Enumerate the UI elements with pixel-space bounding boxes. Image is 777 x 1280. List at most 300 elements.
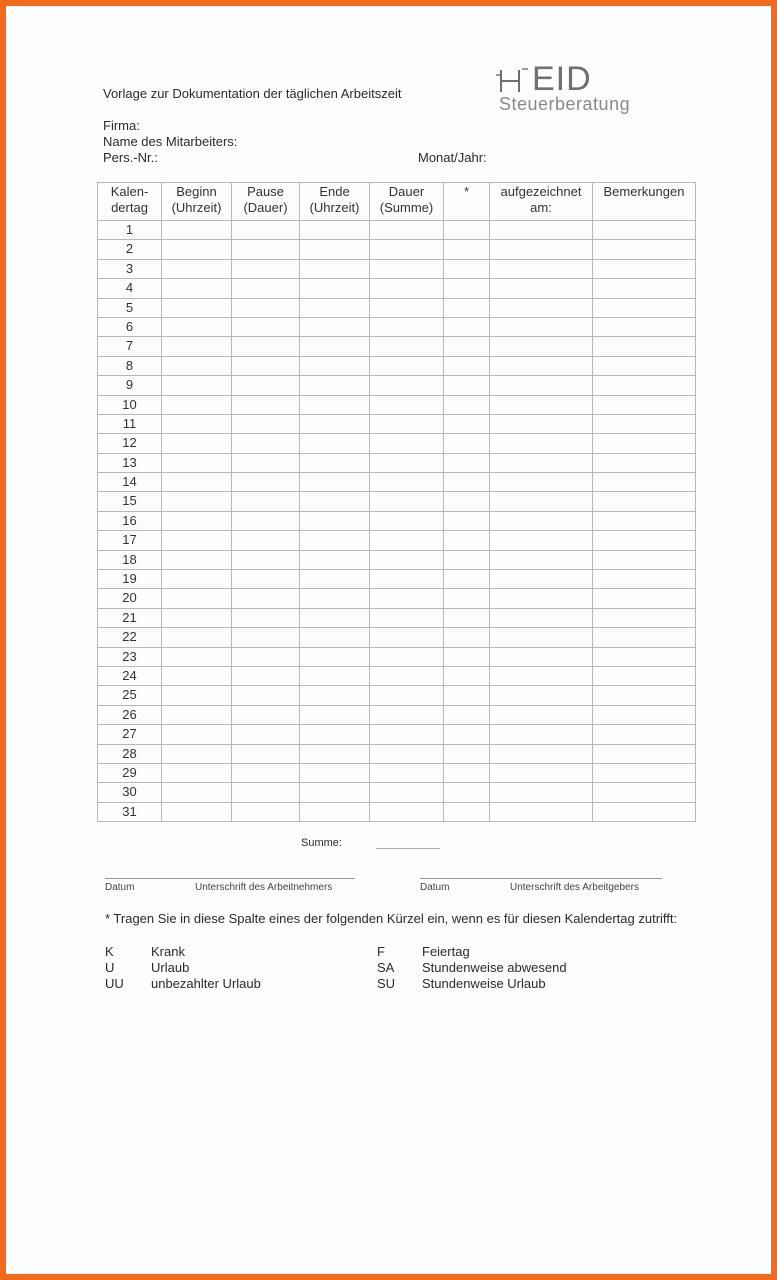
entry-cell[interactable]	[444, 783, 490, 802]
entry-cell[interactable]	[490, 802, 593, 821]
entry-cell[interactable]	[444, 589, 490, 608]
entry-cell[interactable]	[162, 550, 232, 569]
entry-cell[interactable]	[300, 337, 370, 356]
table-row	[98, 686, 696, 705]
entry-cell[interactable]	[162, 356, 232, 375]
entry-cell[interactable]	[162, 434, 232, 453]
entry-cell[interactable]	[300, 763, 370, 782]
entry-cell[interactable]	[370, 725, 444, 744]
entry-cell[interactable]	[232, 356, 300, 375]
column-header: Bemerkungen	[593, 183, 696, 221]
entry-cell[interactable]	[162, 763, 232, 782]
entry-cell[interactable]	[593, 550, 696, 569]
entry-cell[interactable]	[232, 608, 300, 627]
table-row	[98, 647, 696, 666]
entry-cell[interactable]	[370, 628, 444, 647]
entry-cell[interactable]	[232, 570, 300, 589]
entry-cell[interactable]	[370, 492, 444, 511]
table-row	[98, 337, 696, 356]
entry-cell[interactable]	[162, 337, 232, 356]
entry-cell[interactable]	[370, 511, 444, 530]
entry-cell[interactable]	[593, 395, 696, 414]
entry-cell[interactable]	[444, 259, 490, 278]
table-row	[98, 279, 696, 298]
entry-cell[interactable]	[370, 608, 444, 627]
entry-cell[interactable]	[300, 589, 370, 608]
entry-cell[interactable]	[300, 550, 370, 569]
entry-cell[interactable]	[490, 298, 593, 317]
entry-cell[interactable]	[232, 744, 300, 763]
entry-cell[interactable]	[232, 725, 300, 744]
entry-cell[interactable]	[300, 608, 370, 627]
entry-cell[interactable]	[444, 473, 490, 492]
entry-cell[interactable]	[593, 783, 696, 802]
entry-cell[interactable]	[300, 647, 370, 666]
entry-cell[interactable]	[444, 511, 490, 530]
entry-cell[interactable]	[232, 705, 300, 724]
entry-cell[interactable]	[444, 725, 490, 744]
entry-cell[interactable]	[300, 725, 370, 744]
entry-cell[interactable]	[444, 531, 490, 550]
day-cell: 17	[98, 531, 162, 550]
table-body	[98, 221, 696, 822]
entry-cell[interactable]	[162, 492, 232, 511]
table-row	[98, 608, 696, 627]
entry-cell[interactable]	[162, 221, 232, 240]
entry-cell[interactable]	[232, 783, 300, 802]
table-row	[98, 589, 696, 608]
entry-cell[interactable]	[490, 725, 593, 744]
day-cell: 5	[98, 298, 162, 317]
entry-cell[interactable]	[593, 473, 696, 492]
footnote: * Tragen Sie in diese Spalte eines der folgenden Kürzel ein, wenn es für diesen Kalendertag zutrifft:	[105, 911, 678, 926]
table-row	[98, 628, 696, 647]
table-row	[98, 356, 696, 375]
entry-cell[interactable]	[162, 259, 232, 278]
entry-cell[interactable]	[593, 608, 696, 627]
entry-cell[interactable]	[370, 705, 444, 724]
entry-cell[interactable]	[232, 763, 300, 782]
entry-cell[interactable]	[490, 240, 593, 259]
entry-cell[interactable]	[593, 376, 696, 395]
entry-cell[interactable]	[162, 279, 232, 298]
entry-cell[interactable]	[490, 511, 593, 530]
entry-cell[interactable]	[593, 221, 696, 240]
entry-cell[interactable]	[232, 221, 300, 240]
entry-cell[interactable]	[370, 550, 444, 569]
day-cell: 12	[98, 434, 162, 453]
entry-cell[interactable]	[593, 725, 696, 744]
entry-cell[interactable]	[300, 298, 370, 317]
day-cell: 13	[98, 453, 162, 472]
entry-cell[interactable]	[300, 570, 370, 589]
entry-cell[interactable]	[444, 376, 490, 395]
table-row	[98, 666, 696, 685]
entry-cell[interactable]	[162, 783, 232, 802]
entry-cell[interactable]	[300, 279, 370, 298]
entry-cell[interactable]	[232, 666, 300, 685]
entry-cell[interactable]	[370, 763, 444, 782]
entry-cell[interactable]	[370, 240, 444, 259]
entry-cell[interactable]	[593, 414, 696, 433]
entry-cell[interactable]	[232, 376, 300, 395]
entry-cell[interactable]	[490, 570, 593, 589]
entry-cell[interactable]	[444, 647, 490, 666]
entry-cell[interactable]	[162, 414, 232, 433]
entry-cell[interactable]	[593, 666, 696, 685]
table-row	[98, 511, 696, 530]
entry-cell[interactable]	[444, 763, 490, 782]
entry-cell[interactable]	[162, 647, 232, 666]
entry-cell[interactable]	[300, 240, 370, 259]
arbeitgeber-label: Unterschrift des Arbeitgebers	[510, 882, 639, 893]
entry-cell[interactable]	[162, 725, 232, 744]
entry-cell[interactable]	[162, 473, 232, 492]
day-cell: 15	[98, 492, 162, 511]
entry-cell[interactable]	[444, 550, 490, 569]
entry-cell[interactable]	[300, 802, 370, 821]
entry-cell[interactable]	[490, 783, 593, 802]
entry-cell[interactable]	[593, 570, 696, 589]
entry-cell[interactable]	[162, 453, 232, 472]
entry-cell[interactable]	[444, 492, 490, 511]
day-cell: 24	[98, 666, 162, 685]
entry-cell[interactable]	[370, 647, 444, 666]
entry-cell[interactable]	[444, 802, 490, 821]
entry-cell[interactable]	[593, 531, 696, 550]
entry-cell[interactable]	[300, 744, 370, 763]
entry-cell[interactable]	[593, 705, 696, 724]
entry-cell[interactable]	[370, 259, 444, 278]
entry-cell[interactable]	[593, 802, 696, 821]
entry-cell[interactable]	[490, 492, 593, 511]
entry-cell[interactable]	[232, 550, 300, 569]
entry-cell[interactable]	[370, 531, 444, 550]
entry-cell[interactable]	[370, 356, 444, 375]
column-header: Beginn (Uhrzeit)	[162, 183, 232, 221]
code-label2: Stundenweise Urlaub	[422, 976, 546, 991]
entry-cell[interactable]	[370, 395, 444, 414]
entry-cell[interactable]	[593, 628, 696, 647]
entry-cell[interactable]	[444, 395, 490, 414]
entry-cell[interactable]	[300, 666, 370, 685]
entry-cell[interactable]	[444, 298, 490, 317]
entry-cell[interactable]	[162, 608, 232, 627]
entry-cell[interactable]	[162, 511, 232, 530]
column-header: Pause (Dauer)	[232, 183, 300, 221]
entry-cell[interactable]	[300, 395, 370, 414]
entry-cell[interactable]	[232, 531, 300, 550]
entry-cell[interactable]	[444, 317, 490, 336]
entry-cell[interactable]	[370, 414, 444, 433]
entry-cell[interactable]	[300, 628, 370, 647]
entry-cell[interactable]	[593, 317, 696, 336]
entry-cell[interactable]	[300, 356, 370, 375]
entry-cell[interactable]	[444, 628, 490, 647]
table-row	[98, 259, 696, 278]
column-header: Kalen- dertag	[98, 183, 162, 221]
entry-cell[interactable]	[490, 279, 593, 298]
entry-cell[interactable]	[490, 337, 593, 356]
entry-cell[interactable]	[300, 414, 370, 433]
entry-cell[interactable]	[162, 317, 232, 336]
time-table	[97, 182, 696, 822]
entry-cell[interactable]	[300, 473, 370, 492]
code-code2: F	[377, 944, 385, 959]
entry-cell[interactable]	[232, 395, 300, 414]
logo-subtitle: Steuerberatung	[499, 94, 631, 114]
entry-cell[interactable]	[162, 686, 232, 705]
table-row	[98, 725, 696, 744]
table-row	[98, 763, 696, 782]
entry-cell[interactable]	[490, 356, 593, 375]
entry-cell[interactable]	[300, 259, 370, 278]
logo-h-icon	[496, 66, 532, 94]
entry-cell[interactable]	[232, 453, 300, 472]
entry-cell[interactable]	[444, 434, 490, 453]
entry-cell[interactable]	[593, 337, 696, 356]
entry-cell[interactable]	[300, 376, 370, 395]
day-cell: 4	[98, 279, 162, 298]
entry-cell[interactable]	[444, 414, 490, 433]
document-page	[6, 6, 771, 1274]
entry-cell[interactable]	[593, 453, 696, 472]
entry-cell[interactable]	[490, 763, 593, 782]
entry-cell[interactable]	[300, 705, 370, 724]
code-code: UU	[105, 976, 124, 991]
entry-cell[interactable]	[232, 647, 300, 666]
entry-cell[interactable]	[232, 473, 300, 492]
entry-cell[interactable]	[232, 589, 300, 608]
entry-cell[interactable]	[593, 434, 696, 453]
datum-left: Datum	[105, 882, 135, 893]
entry-cell[interactable]	[444, 240, 490, 259]
entry-cell[interactable]	[444, 666, 490, 685]
table-row	[98, 473, 696, 492]
summe-label: Summe:	[301, 837, 342, 849]
table-row	[98, 298, 696, 317]
table-row	[98, 705, 696, 724]
entry-cell[interactable]	[593, 763, 696, 782]
entry-cell[interactable]	[370, 783, 444, 802]
entry-cell[interactable]	[162, 531, 232, 550]
entry-cell[interactable]	[232, 511, 300, 530]
code-code2: SU	[377, 976, 396, 991]
day-cell: 9	[98, 376, 162, 395]
table-row	[98, 376, 696, 395]
table-header-row	[98, 183, 696, 221]
table-row	[98, 434, 696, 453]
entry-cell[interactable]	[593, 240, 696, 259]
column-header: Dauer (Summe)	[370, 183, 444, 221]
entry-cell[interactable]	[300, 453, 370, 472]
day-cell: 21	[98, 608, 162, 627]
document-title: Vorlage zur Dokumentation der täglichen Arbeitszeit	[103, 86, 402, 101]
column-header: *	[444, 183, 490, 221]
entry-cell[interactable]	[300, 531, 370, 550]
entry-cell[interactable]	[490, 531, 593, 550]
entry-cell[interactable]	[444, 279, 490, 298]
entry-cell[interactable]	[490, 434, 593, 453]
entry-cell[interactable]	[490, 550, 593, 569]
logo-brand: EID	[532, 60, 592, 98]
day-cell: 16	[98, 511, 162, 530]
column-header: Ende (Uhrzeit)	[300, 183, 370, 221]
entry-cell[interactable]	[162, 802, 232, 821]
entry-cell[interactable]	[593, 298, 696, 317]
entry-cell[interactable]	[490, 453, 593, 472]
signature-line-left	[105, 878, 355, 879]
entry-cell[interactable]	[162, 298, 232, 317]
entry-cell[interactable]	[370, 376, 444, 395]
arbeitnehmer-label: Unterschrift des Arbeitnehmers	[195, 882, 333, 893]
day-cell: 27	[98, 725, 162, 744]
heid-logo	[496, 60, 696, 120]
day-cell: 2	[98, 240, 162, 259]
entry-cell[interactable]	[593, 279, 696, 298]
entry-cell[interactable]	[490, 686, 593, 705]
entry-cell[interactable]	[593, 492, 696, 511]
code-code: U	[105, 960, 115, 975]
entry-cell[interactable]	[444, 453, 490, 472]
day-cell: 26	[98, 705, 162, 724]
monat-label: Monat/Jahr:	[418, 150, 487, 165]
summe-line	[376, 848, 440, 849]
entry-cell[interactable]	[370, 744, 444, 763]
entry-cell[interactable]	[490, 317, 593, 336]
entry-cell[interactable]	[370, 570, 444, 589]
entry-cell[interactable]	[370, 802, 444, 821]
entry-cell[interactable]	[490, 395, 593, 414]
entry-cell[interactable]	[232, 414, 300, 433]
entry-cell[interactable]	[232, 240, 300, 259]
entry-cell[interactable]	[300, 434, 370, 453]
entry-cell[interactable]	[232, 492, 300, 511]
table-row	[98, 550, 696, 569]
entry-cell[interactable]	[232, 628, 300, 647]
entry-cell[interactable]	[232, 298, 300, 317]
mitarbeiter-label: Name des Mitarbeiters:	[103, 134, 238, 149]
entry-cell[interactable]	[490, 473, 593, 492]
entry-cell[interactable]	[232, 259, 300, 278]
entry-cell[interactable]	[232, 337, 300, 356]
entry-cell[interactable]	[162, 395, 232, 414]
entry-cell[interactable]	[300, 686, 370, 705]
entry-cell[interactable]	[593, 511, 696, 530]
entry-cell[interactable]	[162, 705, 232, 724]
entry-cell[interactable]	[444, 221, 490, 240]
entry-cell[interactable]	[232, 686, 300, 705]
entry-cell[interactable]	[444, 705, 490, 724]
entry-cell[interactable]	[370, 279, 444, 298]
entry-cell[interactable]	[490, 259, 593, 278]
entry-cell[interactable]	[490, 589, 593, 608]
entry-cell[interactable]	[370, 221, 444, 240]
entry-cell[interactable]	[593, 647, 696, 666]
day-cell: 20	[98, 589, 162, 608]
table-row	[98, 531, 696, 550]
entry-cell[interactable]	[490, 608, 593, 627]
entry-cell[interactable]	[490, 376, 593, 395]
entry-cell[interactable]	[232, 317, 300, 336]
day-cell: 19	[98, 570, 162, 589]
day-cell: 28	[98, 744, 162, 763]
entry-cell[interactable]	[300, 511, 370, 530]
day-cell: 3	[98, 259, 162, 278]
entry-cell[interactable]	[444, 570, 490, 589]
entry-cell[interactable]	[162, 666, 232, 685]
entry-cell[interactable]	[593, 356, 696, 375]
entry-cell[interactable]	[232, 802, 300, 821]
entry-cell[interactable]	[490, 414, 593, 433]
entry-cell[interactable]	[444, 744, 490, 763]
entry-cell[interactable]	[444, 686, 490, 705]
table-row	[98, 783, 696, 802]
entry-cell[interactable]	[490, 666, 593, 685]
header-fields	[103, 118, 237, 166]
day-cell: 30	[98, 783, 162, 802]
entry-cell[interactable]	[370, 589, 444, 608]
table-row	[98, 317, 696, 336]
entry-cell[interactable]	[490, 744, 593, 763]
entry-cell[interactable]	[162, 589, 232, 608]
table-row	[98, 802, 696, 821]
persnr-label: Pers.-Nr.:	[103, 150, 158, 165]
entry-cell[interactable]	[490, 705, 593, 724]
entry-cell[interactable]	[490, 647, 593, 666]
signature-line-right	[420, 878, 662, 879]
day-cell: 18	[98, 550, 162, 569]
entry-cell[interactable]	[162, 744, 232, 763]
entry-cell[interactable]	[162, 240, 232, 259]
entry-cell[interactable]	[162, 376, 232, 395]
day-cell: 23	[98, 647, 162, 666]
entry-cell[interactable]	[444, 356, 490, 375]
entry-cell[interactable]	[300, 317, 370, 336]
entry-cell[interactable]	[162, 570, 232, 589]
day-cell: 8	[98, 356, 162, 375]
entry-cell[interactable]	[370, 434, 444, 453]
entry-cell[interactable]	[370, 298, 444, 317]
entry-cell[interactable]	[593, 259, 696, 278]
entry-cell[interactable]	[490, 628, 593, 647]
entry-cell[interactable]	[370, 666, 444, 685]
entry-cell[interactable]	[593, 589, 696, 608]
table-row	[98, 414, 696, 433]
entry-cell[interactable]	[162, 628, 232, 647]
entry-cell[interactable]	[444, 608, 490, 627]
entry-cell[interactable]	[370, 453, 444, 472]
entry-cell[interactable]	[300, 492, 370, 511]
entry-cell[interactable]	[593, 686, 696, 705]
table-row	[98, 492, 696, 511]
day-cell: 29	[98, 763, 162, 782]
entry-cell[interactable]	[370, 473, 444, 492]
entry-cell[interactable]	[370, 317, 444, 336]
entry-cell[interactable]	[490, 221, 593, 240]
day-cell: 10	[98, 395, 162, 414]
entry-cell[interactable]	[370, 686, 444, 705]
entry-cell[interactable]	[370, 337, 444, 356]
entry-cell[interactable]	[232, 279, 300, 298]
datum-right: Datum	[420, 882, 450, 893]
entry-cell[interactable]	[593, 744, 696, 763]
entry-cell[interactable]	[300, 783, 370, 802]
entry-cell[interactable]	[232, 434, 300, 453]
entry-cell[interactable]	[444, 337, 490, 356]
code-code2: SA	[377, 960, 395, 975]
entry-cell[interactable]	[300, 221, 370, 240]
